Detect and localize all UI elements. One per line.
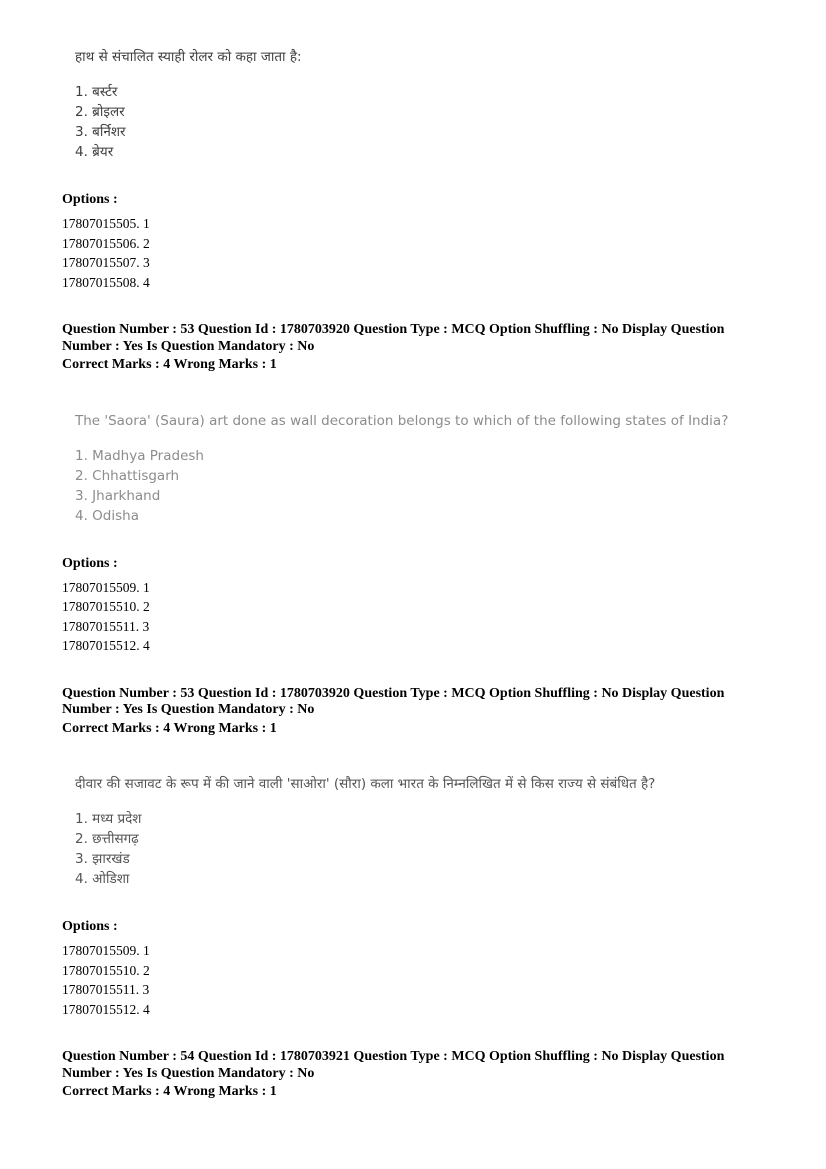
- marks-line: Correct Marks : 4 Wrong Marks : 1: [62, 357, 277, 372]
- question-text: The 'Saora' (Saura) art done as wall decoration belongs to which of the following states of India?: [75, 412, 729, 429]
- question-text: दीवार की सजावट के रूप में की जाने वाली 'साओरा' (सौरा) कला भारत के निम्नलिखित में से किस राज्य से संबंधित है?: [75, 776, 656, 792]
- choice-item: 1. मध्य प्रदेश: [75, 811, 142, 827]
- option-id-line: 17807015510. 2: [62, 962, 150, 978]
- option-id-line: 17807015509. 1: [62, 579, 150, 595]
- question-body-area: [75, 775, 771, 889]
- choice-list: [75, 809, 771, 889]
- option-id-line: 17807015512. 4: [62, 638, 150, 653]
- choice-item: 4. ओडिशा: [75, 871, 130, 887]
- options-label: Options :: [62, 192, 118, 207]
- option-id-line: 17807015510. 2: [62, 599, 150, 614]
- choice-item: 2. छत्तीसगढ़: [75, 831, 139, 847]
- question-block-1: [62, 48, 771, 374]
- option-id-line: 17807015505. 1: [62, 216, 150, 231]
- option-id-line: 17807015507. 3: [62, 255, 150, 270]
- choice-item: 4. Odisha: [75, 507, 139, 524]
- options-label: Options :: [62, 555, 118, 571]
- choice-item: 2. ब्रोइलर: [75, 104, 125, 120]
- option-id-list: [62, 214, 771, 292]
- option-id-line: 17807015511. 3: [62, 618, 150, 634]
- choice-item: 3. झारखंड: [75, 851, 130, 867]
- question-text: हाथ से संचालित स्याही रोलर को कहा जाता है:: [75, 49, 302, 65]
- question-meta: Question Number : 54 Question Id : 1780703921 Question Type : MCQ Option Shuffling : No Display Question Number : Yes Is Question Mandatory : No: [62, 1049, 725, 1081]
- question-block-2: [62, 412, 771, 738]
- choice-item: 4. ब्रेयर: [75, 144, 114, 160]
- marks-line: Correct Marks : 4 Wrong Marks : 1: [62, 720, 277, 736]
- option-id-line: 17807015508. 4: [62, 274, 150, 290]
- question-meta: Question Number : 53 Question Id : 1780703920 Question Type : MCQ Option Shuffling : No Display Question Number : Yes Is Question Mandatory : No: [62, 322, 725, 354]
- choice-item: 3. Jharkhand: [75, 487, 161, 504]
- question-block-3: [62, 775, 771, 1101]
- option-id-list: [62, 941, 771, 1019]
- choice-item: 1. Madhya Pradesh: [75, 447, 204, 464]
- question-meta: Question Number : 53 Question Id : 1780703920 Question Type : MCQ Option Shuffling : No Display Question Number : Yes Is Question Mandatory : No: [62, 685, 725, 717]
- question-body-area: [75, 48, 771, 162]
- choice-item: 3. बर्निशर: [75, 124, 126, 140]
- choice-item: 2. Chhattisgarh: [75, 467, 180, 484]
- marks-line: Correct Marks : 4 Wrong Marks : 1: [62, 1084, 277, 1099]
- option-id-list: [62, 578, 771, 656]
- choice-item: 1. बर्स्टर: [75, 84, 118, 100]
- choice-list: [75, 446, 771, 526]
- option-id-line: 17807015511. 3: [62, 982, 150, 997]
- option-id-line: 17807015512. 4: [62, 1001, 150, 1017]
- question-body-area: [75, 412, 771, 526]
- options-label: Options :: [62, 919, 118, 934]
- option-id-line: 17807015506. 2: [62, 235, 150, 251]
- option-id-line: 17807015509. 1: [62, 943, 150, 958]
- choice-list: [75, 82, 771, 162]
